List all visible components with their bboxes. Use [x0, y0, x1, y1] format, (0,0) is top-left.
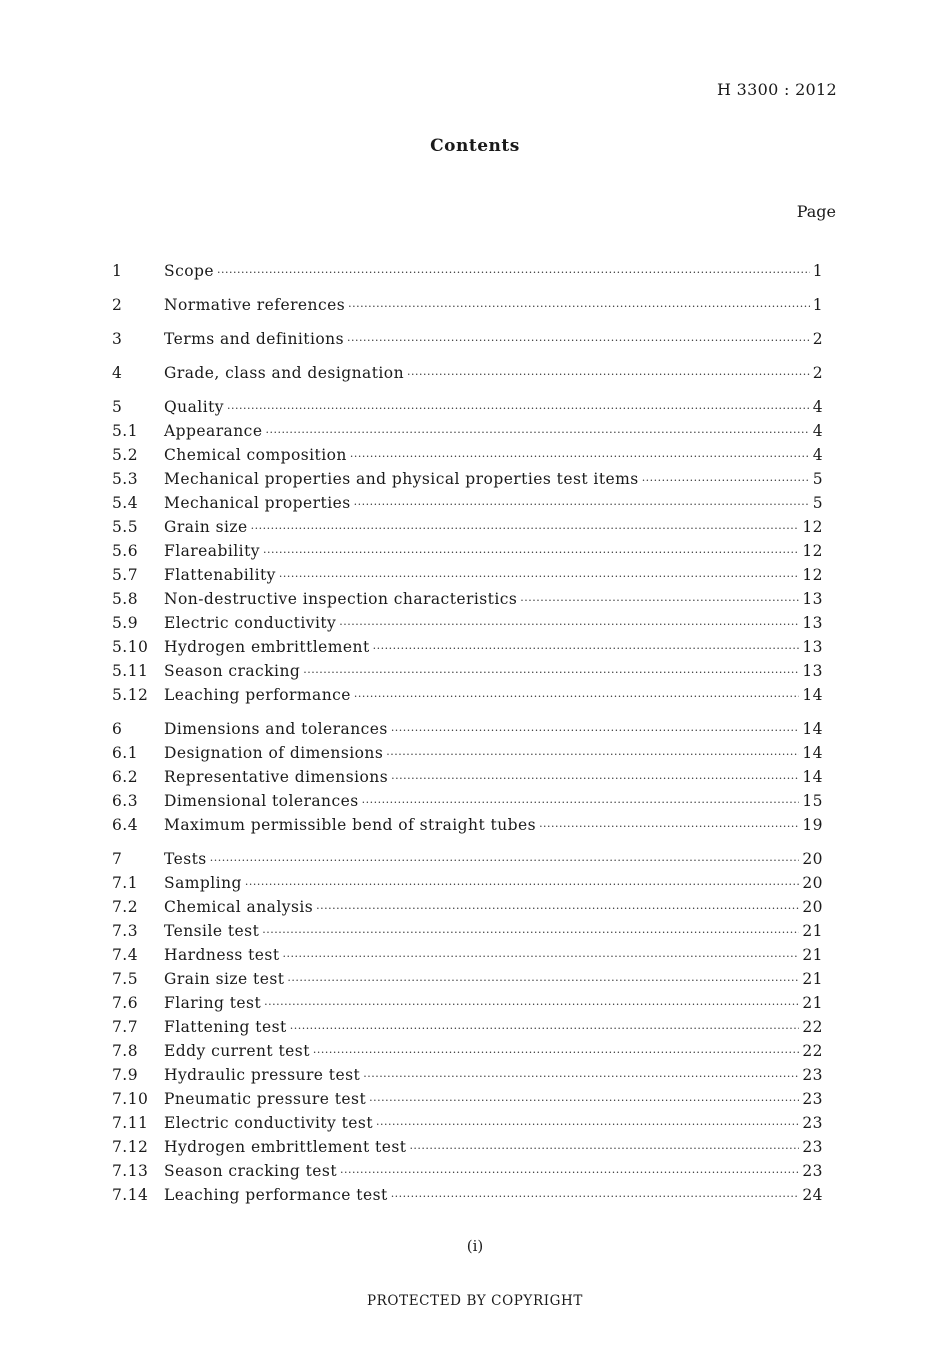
- dot-leader: [251, 522, 800, 535]
- dot-leader: [217, 266, 810, 279]
- dot-leader: [339, 618, 799, 631]
- toc-entry-page: 21: [802, 994, 823, 1012]
- toc-entry[interactable]: [112, 994, 823, 1018]
- toc-entry-title: Hydrogen embrittlement: [164, 638, 370, 656]
- toc-entry-title: Flattenability: [164, 566, 276, 584]
- toc-section-group: [112, 364, 823, 388]
- toc-section-group: [112, 398, 823, 710]
- dot-leader: [348, 300, 810, 313]
- toc-entry-page: 13: [802, 614, 823, 632]
- toc-entry-number: 5.11: [112, 662, 149, 680]
- dot-leader: [340, 1166, 799, 1179]
- toc-entry-number: 7.5: [112, 970, 139, 988]
- toc-entry[interactable]: [112, 768, 823, 792]
- toc-entry-number: 7.10: [112, 1090, 149, 1108]
- toc-entry-number: 7.7: [112, 1018, 139, 1036]
- toc-entry-title: Mechanical properties: [164, 494, 351, 512]
- toc-entry-title: Electric conductivity: [164, 614, 337, 632]
- toc-entry-title: Grain size test: [164, 970, 285, 988]
- toc-entry-number: 5.4: [112, 494, 139, 512]
- toc-entry[interactable]: [112, 1066, 823, 1090]
- toc-entry-page: 14: [802, 744, 823, 762]
- toc-section-group: [112, 262, 823, 286]
- toc-entry-number: 5.9: [112, 614, 139, 632]
- toc-entry[interactable]: [112, 922, 823, 946]
- toc-entry-page: 1: [812, 296, 823, 314]
- toc-entry[interactable]: [112, 792, 823, 816]
- dot-leader: [347, 334, 810, 347]
- dot-leader: [263, 546, 799, 559]
- toc-entry-number: 7.3: [112, 922, 139, 940]
- toc-entry-title: Leaching performance test: [164, 1186, 388, 1204]
- toc-section-group: [112, 330, 823, 354]
- dot-leader: [539, 820, 799, 833]
- toc-entry-title: Flareability: [164, 542, 260, 560]
- footer-page-number: (i): [466, 1237, 484, 1255]
- toc-entry-page: 21: [802, 970, 823, 988]
- dot-leader: [362, 796, 800, 809]
- toc-entry[interactable]: [112, 1114, 823, 1138]
- toc-entry-title: Season cracking: [164, 662, 301, 680]
- toc-entry-title: Flaring test: [164, 994, 262, 1012]
- toc-entry-page: 13: [802, 662, 823, 680]
- toc-entry-title: Electric conductivity test: [164, 1114, 374, 1132]
- toc-entry-number: 5.8: [112, 590, 139, 608]
- toc-entry-title: Terms and definitions: [164, 330, 345, 348]
- toc-entry-title: Quality: [164, 398, 224, 416]
- toc-entry-page: 2: [812, 330, 823, 348]
- toc-entry-number: 5.1: [112, 422, 139, 440]
- toc-entry[interactable]: [112, 446, 823, 470]
- toc-entry-page: 13: [802, 590, 823, 608]
- toc-entry-number: 7.8: [112, 1042, 139, 1060]
- toc-entry-page: 13: [802, 638, 823, 656]
- toc-entry[interactable]: [112, 494, 823, 518]
- toc-entry-number: 5.10: [112, 638, 149, 656]
- toc-entry[interactable]: [112, 566, 823, 590]
- toc-entry-title: Season cracking test: [164, 1162, 338, 1180]
- dot-leader: [354, 690, 799, 703]
- toc-entry-title: Non-destructive inspection characteristics: [164, 590, 518, 608]
- toc-entry-number: 4: [112, 364, 123, 382]
- toc-entry-page: 24: [802, 1186, 823, 1204]
- toc-entry-title: Representative dimensions: [164, 768, 389, 786]
- toc-entry-number: 5.3: [112, 470, 139, 488]
- dot-leader: [391, 724, 800, 737]
- toc-entry-title: Hardness test: [164, 946, 280, 964]
- toc-entry-title: Grade, class and designation: [164, 364, 405, 382]
- toc-entry[interactable]: [112, 518, 823, 542]
- toc-entry[interactable]: [112, 1042, 823, 1066]
- toc-entry-title: Normative references: [164, 296, 346, 314]
- dot-leader: [279, 570, 799, 583]
- toc-entry[interactable]: [112, 470, 823, 494]
- toc-entry[interactable]: [112, 1162, 823, 1186]
- toc-entry-page: 20: [802, 898, 823, 916]
- toc-entry-number: 7.11: [112, 1114, 149, 1132]
- toc-entry-title: Designation of dimensions: [164, 744, 384, 762]
- dot-leader: [376, 1118, 799, 1131]
- toc-entry-number: 7.13: [112, 1162, 149, 1180]
- toc-entry-number: 7.9: [112, 1066, 139, 1084]
- toc-entry-page: 1: [812, 262, 823, 280]
- toc-entry[interactable]: [112, 590, 823, 614]
- dot-leader: [354, 498, 810, 511]
- dot-leader: [290, 1022, 800, 1035]
- toc-entry[interactable]: [112, 874, 823, 898]
- toc-section-group: [112, 720, 823, 840]
- toc-entry-page: 23: [802, 1066, 823, 1084]
- document-id: H 3300 : 2012: [717, 80, 837, 99]
- dot-leader: [313, 1046, 800, 1059]
- toc-entry-page: 23: [802, 1138, 823, 1156]
- toc-entry[interactable]: [112, 686, 823, 710]
- toc-entry[interactable]: [112, 398, 823, 422]
- toc-entry-number: 6: [112, 720, 123, 738]
- toc-entry-page: 4: [812, 446, 823, 464]
- toc-entry-number: 6.4: [112, 816, 139, 834]
- toc-entry-title: Hydrogen embrittlement test: [164, 1138, 407, 1156]
- toc-entry-page: 14: [802, 686, 823, 704]
- toc-entry-page: 20: [802, 874, 823, 892]
- dot-leader: [264, 998, 799, 1011]
- toc-entry[interactable]: [112, 850, 823, 874]
- toc-entry[interactable]: [112, 262, 823, 286]
- toc-entry-page: 12: [802, 518, 823, 536]
- toc-entry[interactable]: [112, 1018, 823, 1042]
- toc-entry-page: 21: [802, 946, 823, 964]
- toc-entry[interactable]: [112, 720, 823, 744]
- toc-entry[interactable]: [112, 296, 823, 320]
- toc-entry-page: 5: [812, 470, 823, 488]
- toc-entry[interactable]: [112, 662, 823, 686]
- toc-entry-page: 23: [802, 1114, 823, 1132]
- toc-entry[interactable]: [112, 330, 823, 354]
- dot-leader: [407, 368, 810, 381]
- table-of-contents: [112, 262, 823, 1220]
- toc-entry-page: 22: [802, 1018, 823, 1036]
- toc-entry-number: 7.2: [112, 898, 139, 916]
- toc-entry-number: 5.7: [112, 566, 139, 584]
- toc-entry-page: 14: [802, 720, 823, 738]
- toc-entry-page: 14: [802, 768, 823, 786]
- dot-leader: [520, 594, 799, 607]
- toc-entry-number: 7.4: [112, 946, 139, 964]
- toc-entry-title: Hydraulic pressure test: [164, 1066, 361, 1084]
- toc-entry-number: 5: [112, 398, 123, 416]
- dot-leader: [391, 772, 799, 785]
- toc-entry[interactable]: [112, 542, 823, 566]
- dot-leader: [409, 1142, 799, 1155]
- toc-entry-title: Sampling: [164, 874, 242, 892]
- toc-entry-page: 21: [802, 922, 823, 940]
- toc-entry[interactable]: [112, 614, 823, 638]
- toc-entry-page: 12: [802, 566, 823, 584]
- dot-leader: [265, 426, 809, 439]
- toc-entry-page: 4: [812, 398, 823, 416]
- toc-entry[interactable]: [112, 1186, 823, 1210]
- toc-entry-title: Appearance: [164, 422, 263, 440]
- toc-entry-title: Leaching performance: [164, 686, 351, 704]
- toc-entry-page: 5: [812, 494, 823, 512]
- dot-leader: [303, 666, 799, 679]
- toc-entry[interactable]: [112, 422, 823, 446]
- toc-entry-number: 6.3: [112, 792, 139, 810]
- dot-leader: [245, 878, 799, 891]
- dot-leader: [391, 1190, 800, 1203]
- toc-entry[interactable]: [112, 364, 823, 388]
- toc-entry-title: Pneumatic pressure test: [164, 1090, 367, 1108]
- dot-leader: [642, 474, 810, 487]
- toc-entry[interactable]: [112, 898, 823, 922]
- toc-entry-number: 7.6: [112, 994, 139, 1012]
- toc-entry-page: 2: [812, 364, 823, 382]
- toc-entry-number: 7.12: [112, 1138, 149, 1156]
- dot-leader: [210, 854, 800, 867]
- page-column-label: Page: [796, 202, 836, 221]
- toc-entry-page: 12: [802, 542, 823, 560]
- toc-entry-number: 5.6: [112, 542, 139, 560]
- toc-entry-number: 7: [112, 850, 123, 868]
- copyright-notice: PROTECTED BY COPYRIGHT: [366, 1293, 584, 1309]
- toc-entry-title: Maximum permissible bend of straight tubes: [164, 816, 537, 834]
- page-title: Contents: [430, 136, 520, 156]
- toc-entry-title: Eddy current test: [164, 1042, 310, 1060]
- toc-entry[interactable]: [112, 946, 823, 970]
- toc-section-group: [112, 296, 823, 320]
- dot-leader: [363, 1070, 799, 1083]
- toc-entry-page: 22: [802, 1042, 823, 1060]
- toc-entry-title: Tensile test: [164, 922, 260, 940]
- dot-leader: [227, 402, 810, 415]
- toc-entry[interactable]: [112, 638, 823, 662]
- toc-entry-title: Mechanical properties and physical properties test items: [164, 470, 639, 488]
- toc-entry-title: Flattening test: [164, 1018, 287, 1036]
- dot-leader: [316, 902, 799, 915]
- toc-entry-page: 20: [802, 850, 823, 868]
- toc-entry[interactable]: [112, 1138, 823, 1162]
- dot-leader: [350, 450, 810, 463]
- toc-entry-number: 7.1: [112, 874, 139, 892]
- dot-leader: [386, 748, 799, 761]
- toc-entry-title: Chemical analysis: [164, 898, 314, 916]
- toc-entry-page: 23: [802, 1162, 823, 1180]
- toc-entry-page: 15: [802, 792, 823, 810]
- toc-entry-page: 4: [812, 422, 823, 440]
- dot-leader: [287, 974, 799, 987]
- toc-entry-number: 5.12: [112, 686, 149, 704]
- dot-leader: [262, 926, 799, 939]
- toc-entry-title: Tests: [164, 850, 207, 868]
- toc-entry-title: Grain size: [164, 518, 248, 536]
- toc-entry[interactable]: [112, 816, 823, 840]
- toc-entry-number: 6.2: [112, 768, 139, 786]
- toc-entry-number: 1: [112, 262, 123, 280]
- toc-entry-title: Chemical composition: [164, 446, 347, 464]
- toc-entry-number: 5.5: [112, 518, 139, 536]
- dot-leader: [373, 642, 800, 655]
- toc-entry-number: 2: [112, 296, 123, 314]
- toc-entry-page: 19: [802, 816, 823, 834]
- toc-entry[interactable]: [112, 744, 823, 768]
- toc-entry-number: 7.14: [112, 1186, 149, 1204]
- toc-section-group: [112, 850, 823, 1210]
- toc-entry-page: 23: [802, 1090, 823, 1108]
- toc-entry-title: Scope: [164, 262, 214, 280]
- dot-leader: [369, 1094, 799, 1107]
- toc-entry-title: Dimensions and tolerances: [164, 720, 388, 738]
- toc-entry[interactable]: [112, 970, 823, 994]
- toc-entry[interactable]: [112, 1090, 823, 1114]
- toc-entry-number: 6.1: [112, 744, 139, 762]
- dot-leader: [283, 950, 800, 963]
- toc-entry-number: 3: [112, 330, 123, 348]
- toc-entry-number: 5.2: [112, 446, 139, 464]
- toc-entry-title: Dimensional tolerances: [164, 792, 359, 810]
